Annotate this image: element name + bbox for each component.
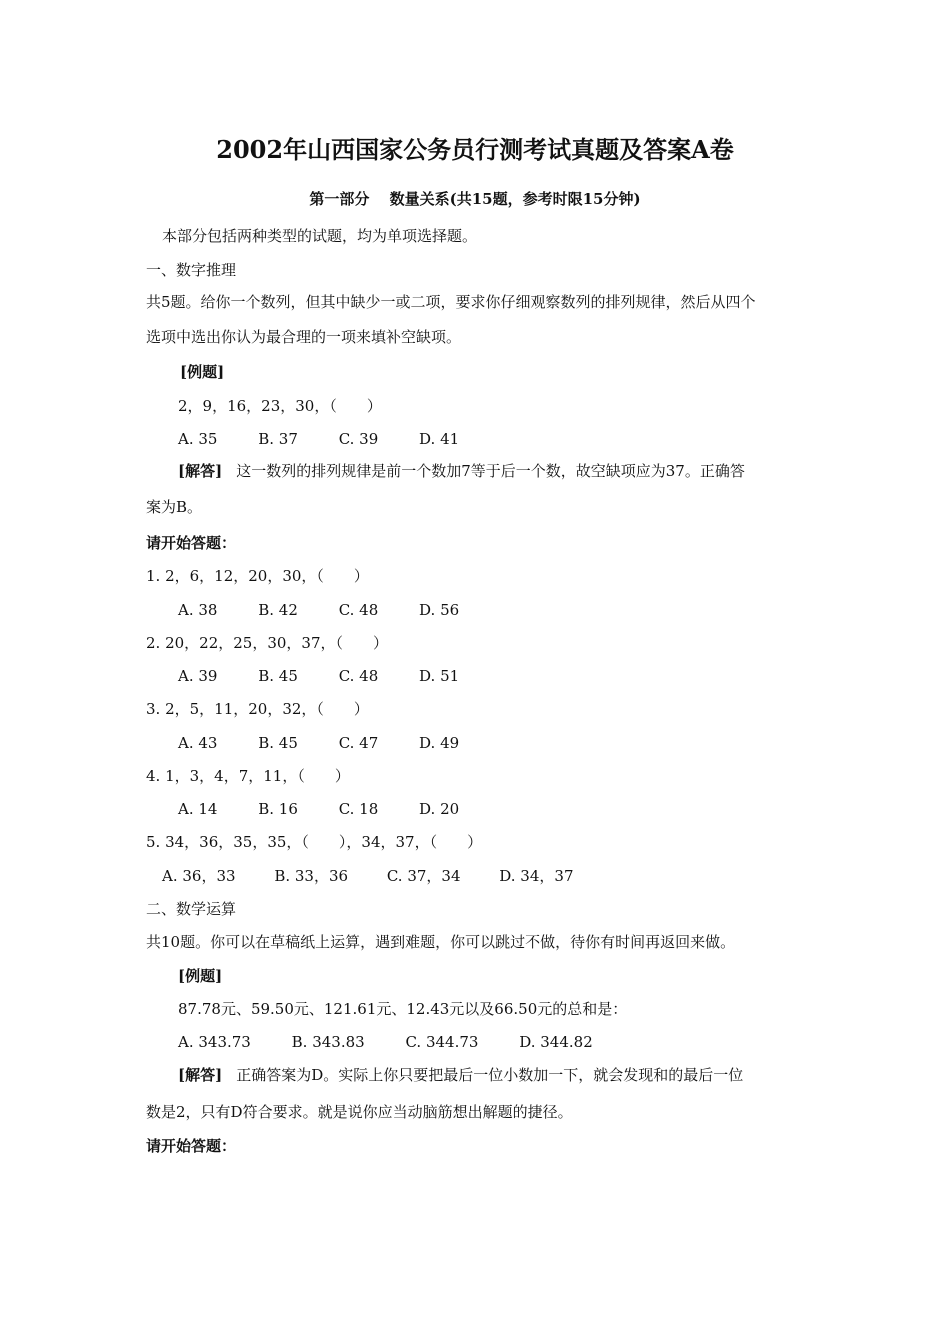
section1-desc-line2: 选项中选出你认为最合理的一项来填补空缺项。 (146, 328, 462, 346)
option-c: C. 48 (338, 601, 379, 619)
option-c: C. 18 (338, 800, 379, 818)
option-c: C. 47 (338, 734, 379, 752)
option-a: A. 39 (178, 667, 218, 685)
section2-example-options (178, 1032, 593, 1052)
section1-answer-line2: 案为B。 (146, 498, 203, 516)
section2-desc: 共10题。你可以在草稿纸上运算，遇到难题，你可以跳过不做，待你有时间再返回来做。 (146, 933, 736, 951)
option-c: C. 344.73 (405, 1033, 479, 1051)
option-d: D. 344.82 (519, 1033, 593, 1051)
question-3: 3. 2，5，11，20，32，（ ） (146, 700, 369, 718)
option-a: A. 43 (178, 734, 218, 752)
part-heading: 第一部分 数量关系(共15题，参考时限15分钟) (309, 190, 641, 208)
option-d: D. 41 (419, 430, 460, 448)
section1-example-question: 2，9，16，23，30，（ ） (178, 397, 382, 415)
answer-label: [解答] (178, 462, 223, 480)
option-d: D. 20 (419, 800, 460, 818)
option-b: B. 42 (258, 601, 298, 619)
option-b: B. 33，36 (274, 867, 349, 885)
section2-answer (178, 1065, 743, 1085)
answer-label: [解答] (178, 1066, 223, 1084)
section2-heading: 二、数学运算 (146, 900, 237, 918)
option-b: B. 16 (258, 800, 298, 818)
option-d: D. 51 (419, 667, 460, 685)
section1-desc-line1: 共5题。给你一个数列，但其中缺少一或二项，要求你仔细观察数列的排列规律，然后从四个 (146, 293, 756, 311)
question-2: 2. 20，22，25，30，37，（ ） (146, 634, 389, 652)
question-3-options (178, 733, 459, 753)
answer-text-line1: 这一数列的排列规律是前一个数加7等于后一个数，故空缺项应为37。正确答 (236, 462, 745, 480)
option-d: D. 49 (419, 734, 460, 752)
option-a: A. 343.73 (178, 1033, 251, 1051)
intro-text: 本部分包括两种类型的试题，均为单项选择题。 (162, 227, 478, 245)
answer-text-line1: 正确答案为D。实际上你只要把最后一位小数加一下，就会发现和的最后一位 (236, 1066, 744, 1084)
option-c: C. 48 (338, 667, 379, 685)
option-b: B. 37 (258, 430, 298, 448)
option-b: B. 343.83 (291, 1033, 365, 1051)
question-1-options (178, 600, 459, 620)
section2-answer-line2: 数是2，只有D符合要求。就是说你应当动脑筋想出解题的捷径。 (146, 1103, 573, 1121)
section1-answer (178, 461, 745, 481)
option-c: C. 37，34 (386, 867, 461, 885)
option-c: C. 39 (338, 430, 379, 448)
section2-example-label: [例题] (178, 967, 223, 985)
option-d: D. 56 (419, 601, 460, 619)
section1-heading: 一、数字推理 (146, 261, 237, 279)
option-b: B. 45 (258, 734, 298, 752)
question-4-options (178, 799, 459, 819)
section2-start-label: 请开始答题： (146, 1137, 237, 1155)
option-a: A. 35 (178, 430, 218, 448)
section1-example-options (178, 429, 459, 449)
question-2-options (178, 666, 459, 686)
option-a: A. 38 (178, 601, 218, 619)
section1-start-label: 请开始答题： (146, 534, 237, 552)
option-b: B. 45 (258, 667, 298, 685)
option-a: A. 36，33 (162, 867, 236, 885)
section2-example-question: 87.78元、59.50元、121.61元、12.43元以及66.50元的总和是： (178, 1000, 628, 1018)
document-title: 2002年山西国家公务员行测考试真题及答案A卷 (216, 135, 734, 164)
option-d: D. 34，37 (499, 867, 574, 885)
question-4: 4. 1，3，4，7，11，（ ） (146, 767, 350, 785)
option-a: A. 14 (178, 800, 218, 818)
section1-example-label: [例题] (180, 363, 225, 381)
question-1: 1. 2，6，12，20，30，（ ） (146, 567, 369, 585)
question-5-options (162, 866, 573, 886)
question-5: 5. 34，36，35，35，（ ），34，37，（ ） (146, 833, 483, 851)
